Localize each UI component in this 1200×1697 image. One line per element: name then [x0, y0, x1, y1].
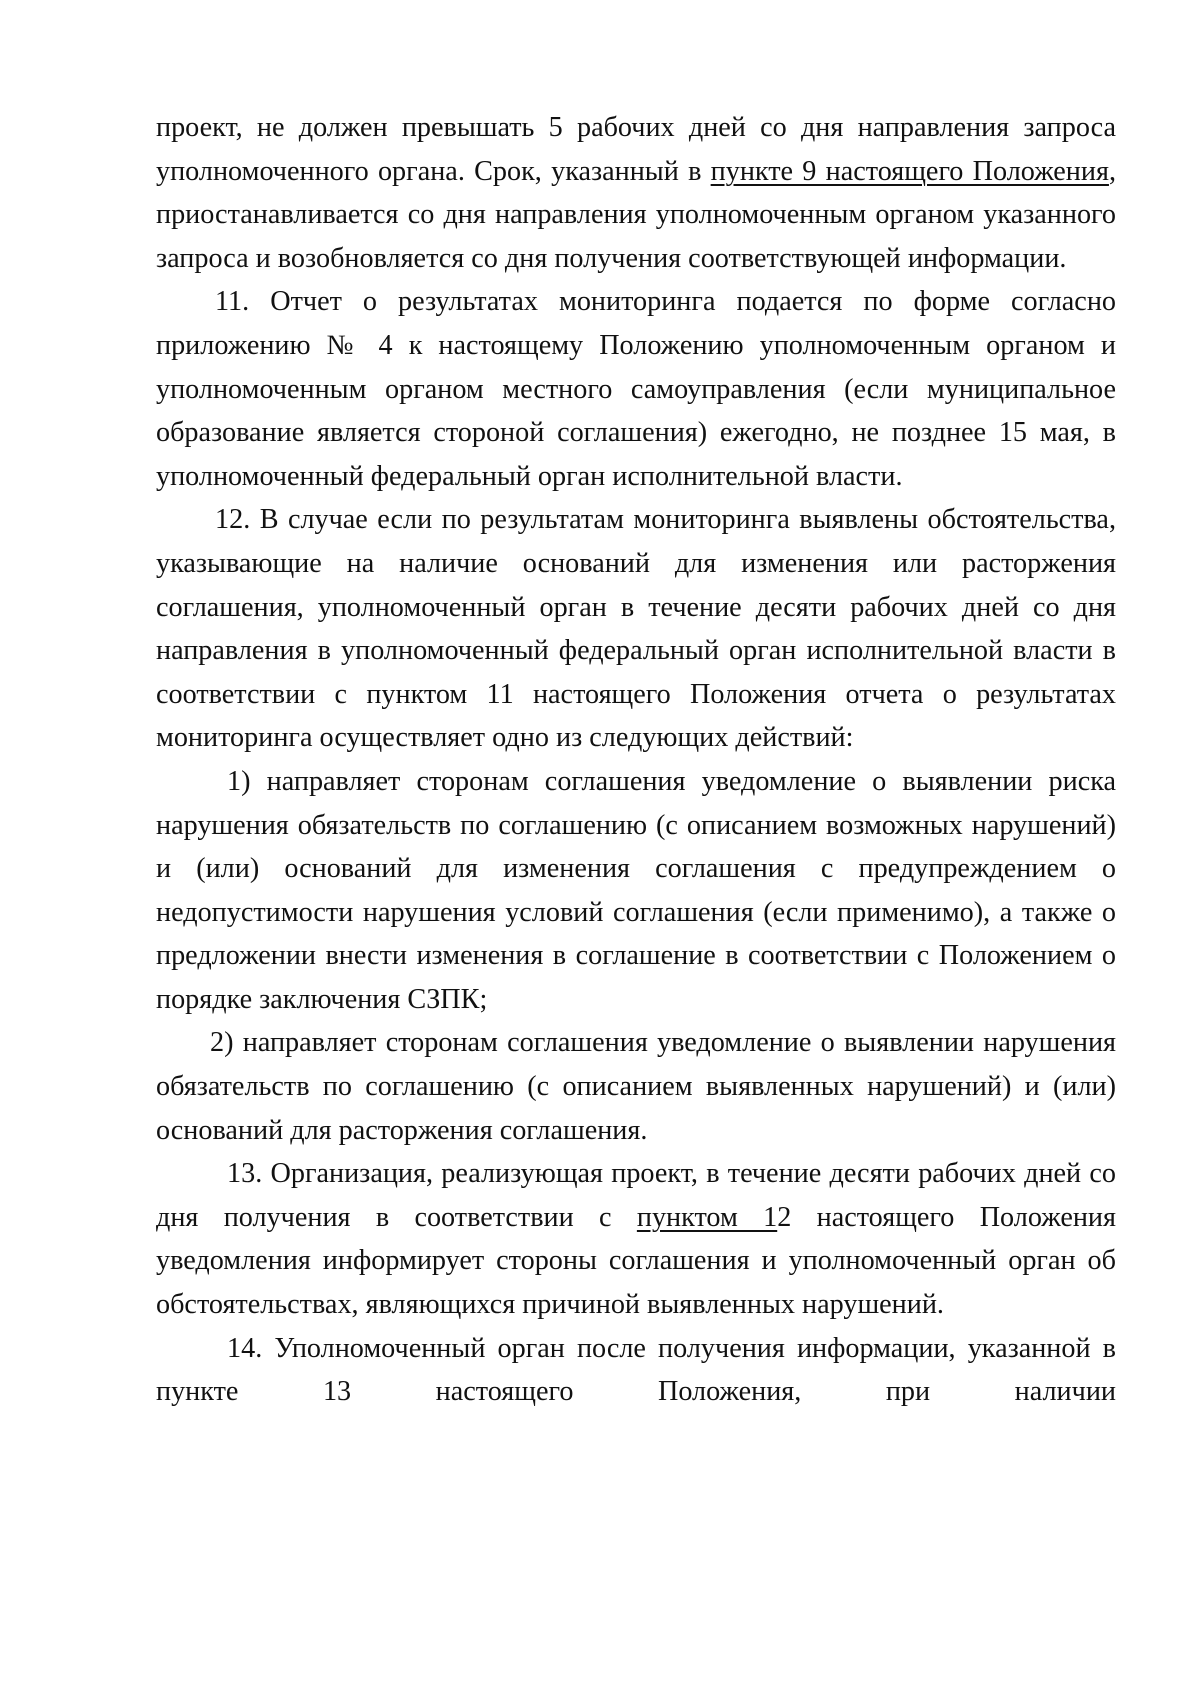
- paragraph-text: проект, не должен превышать 5 рабочих дней со дня направления запроса уполномоченного органа. Срок, указанный в: [156, 112, 1116, 187]
- paragraph-text: , приостанавливается со дня направления уполномоченным органом указанного запроса и возобновляется со дня получения соответствующей информации.: [156, 155, 1116, 274]
- paragraph-text: 2 настоящего Положения уведомления информирует стороны соглашения и уполномоченный орган об обстоятельствах, являющихся причиной выявленных нарушений.: [156, 1201, 1116, 1321]
- paragraph-12: 12. В случае если по результатам мониторинга выявлены обстоятельства, указывающие на наличие оснований для изменения или расторжения соглашения, уполномоченный орган в течение десяти рабочих дней со дня направления в уполномоченный федеральный орган исполнительной власти в соответствии с пунктом 11 настоящего Положения отчета о результатах мониторинга осуществляет одно из следующих действий:: [156, 504, 1116, 754]
- paragraph-text: 13. Организация, реализующая проект, в течение десяти рабочих дней со дня получения в соответствии с: [156, 1158, 1116, 1233]
- paragraph-12-item-2: 2) направляет сторонам соглашения уведомление о выявлении нарушения обязательств по соглашению (с описанием выявленных нарушений) и (или) оснований для расторжения соглашения.: [156, 1027, 1116, 1146]
- document-page: [156, 106, 1116, 1414]
- paragraph-13: [156, 1152, 1116, 1326]
- paragraph-12-item-1: 1) направляет сторонам соглашения уведомление о выявлении риска нарушения обязательств по соглашению (с описанием возможных нарушений) и (или) оснований для изменения соглашения с предупреждением о недопустимости нарушения условий соглашения (если применимо), а также о предложении внести изменения в соглашение в соответствии с Положением о порядке заключения СЗПК;: [156, 765, 1116, 1015]
- paragraph-14: 14. Уполномоченный орган после получения информации, указанной в пункте 13 настоящего Положения, при наличии: [156, 1332, 1116, 1408]
- reference-link-point-12[interactable]: пунктом 1: [636, 1201, 778, 1233]
- reference-link-point-9[interactable]: пункте 9 настоящего Положения: [710, 155, 1109, 187]
- paragraph-10-continuation: [156, 106, 1116, 280]
- paragraph-11: 11. Отчет о результатах мониторинга подается по форме согласно приложению № 4 к настоящему Положению уполномоченным органом и уполномоченным органом местного самоуправления (если муниципальное образование является стороной соглашения) ежегодно, не позднее 15 мая, в уполномоченный федеральный орган исполнительной власти.: [156, 286, 1116, 492]
